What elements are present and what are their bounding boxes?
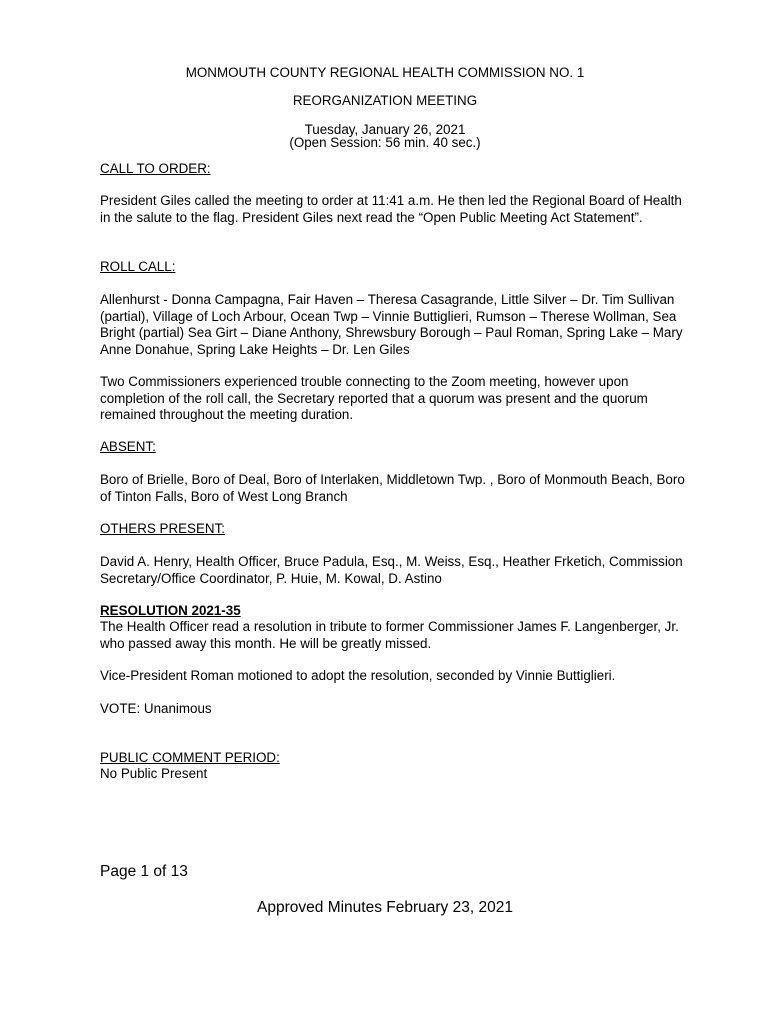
session-duration: (Open Session: 56 min. 40 sec.) bbox=[289, 135, 481, 150]
absent-heading: ABSENT: bbox=[100, 439, 156, 454]
resolution-motion: Vice-President Roman motioned to adopt the resolution, seconded by Vinnie Buttiglieri. bbox=[100, 668, 616, 683]
resolution-heading: RESOLUTION 2021-35 bbox=[100, 603, 241, 618]
public-comment-heading: PUBLIC COMMENT PERIOD: bbox=[100, 750, 280, 765]
resolution-text: The Health Officer read a resolution in tribute to former Commissioner James F. Langenberger, Jr. who passed away this month. He will be greatly missed. bbox=[100, 619, 679, 651]
resolution-vote: VOTE: Unanimous bbox=[100, 701, 212, 716]
roll-call-heading: ROLL CALL: bbox=[100, 259, 176, 274]
meeting-date: Tuesday, January 26, 2021 bbox=[304, 122, 466, 137]
call-to-order-heading: CALL TO ORDER: bbox=[100, 161, 211, 176]
document-title: MONMOUTH COUNTY REGIONAL HEALTH COMMISSION NO. 1 bbox=[185, 65, 585, 80]
absent-text: Boro of Brielle, Boro of Deal, Boro of Interlaken, Middletown Twp. , Boro of Monmouth Beach, Boro of Tinton Falls, Boro of West Long Branch bbox=[100, 472, 685, 504]
page-number: Page 1 of 13 bbox=[100, 863, 188, 880]
call-to-order-text: President Giles called the meeting to order at 11:41 a.m. He then led the Regional Board of Health in the salute to the flag. President Giles next read the “Open Public Meeting Act Statement”. bbox=[100, 193, 682, 225]
roll-call-text: Allenhurst - Donna Campagna, Fair Haven – Theresa Casagrande, Little Silver – Dr. Tim Sullivan (partial), Village of Loch Arbour, Ocean Twp – Vinnie Buttiglieri, Rumson – Therese Wollman, Sea Bright (partial) Sea Girt – Diane Anthony, Shrewsbury Borough – Paul Roman, Spring Lake – Mary Anne Donahue, Spring Lake Heights – Dr. Len Giles bbox=[100, 292, 683, 357]
others-present-text: David A. Henry, Health Officer, Bruce Padula, Esq., M. Weiss, Esq., Heather Frketich, Commission Secretary/Office Coordinator, P. Huie, M. Kowal, D. Astino bbox=[100, 554, 683, 586]
roll-call-note: Two Commissioners experienced trouble connecting to the Zoom meeting, however upon completion of the roll call, the Secretary reported that a quorum was present and the quorum remained throughout the meeting duration. bbox=[100, 374, 648, 422]
meeting-type: REORGANIZATION MEETING bbox=[292, 93, 478, 108]
approval-note: Approved Minutes February 23, 2021 bbox=[257, 899, 513, 916]
others-present-heading: OTHERS PRESENT: bbox=[100, 521, 225, 536]
public-comment-text: No Public Present bbox=[100, 766, 208, 781]
